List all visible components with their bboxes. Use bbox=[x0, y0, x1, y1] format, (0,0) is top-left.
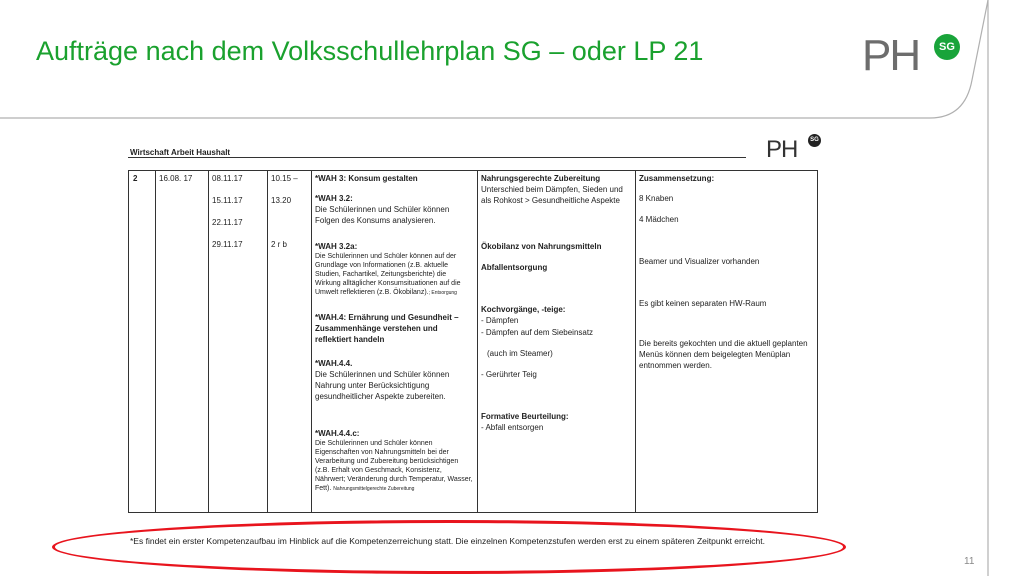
footnote: *Es findet ein erster Kompetenzaufbau im Hinblick auf die Kompetenzerreichung statt. Die einzelnen Kompetenzstufen werden erst zu einem späteren Zeitpunkt erreicht. bbox=[130, 536, 766, 546]
competence-text: Die Schülerinnen und Schüler können Eigenschaften von Nahrungsmitteln bei der Verarbeitung und Zubereitung berücksichtigen (z.B. Erhalt von Geschmack, Konsistenz, Nährwert; Veränderung durch Temperatur, Wasser, Fett). Nahrungsmittelgerechte Zubereitung bbox=[315, 440, 473, 492]
column-divider bbox=[311, 171, 312, 512]
competence-heading: *WAH.4.4. bbox=[315, 359, 353, 368]
competence-heading: *WAH 3.2a: bbox=[315, 242, 358, 251]
content-heading: Nahrungsgerechte Zubereitung bbox=[481, 174, 601, 183]
document-rule bbox=[128, 157, 746, 158]
content-list-item: - Dämpfen bbox=[481, 316, 519, 325]
document-title: Wirtschaft Arbeit Haushalt bbox=[130, 148, 231, 157]
embedded-document bbox=[126, 130, 826, 570]
logo-letters: PH bbox=[862, 31, 920, 80]
slide-title: Aufträge nach dem Volksschullehrplan SG – oder LP 21 bbox=[36, 36, 704, 66]
notes-item: Die bereits gekochten und die aktuell geplanten Menüs können dem beigelegten Menüplan entnommen werden. bbox=[639, 339, 808, 370]
content-text: Unterschied beim Dämpfen, Sieden und als Rohkost > Gesundheitliche Aspekte bbox=[481, 185, 623, 205]
content-list-item: (auch im Steamer) bbox=[487, 349, 553, 358]
lesson-date: 15.11.17 bbox=[212, 196, 243, 205]
row-number: 2 bbox=[133, 174, 138, 183]
document-logo-letters: PH bbox=[766, 136, 798, 163]
notes-item: Es gibt keinen separaten HW-Raum bbox=[639, 299, 767, 308]
content-heading: Kochvorgänge, -teige: bbox=[481, 305, 566, 314]
lesson-time-end: 13.20 bbox=[271, 196, 292, 205]
notes-item: 4 Mädchen bbox=[639, 215, 679, 224]
column-divider bbox=[208, 171, 209, 512]
lesson-time-start: 10.15 – bbox=[271, 174, 298, 183]
logo-badge: SG bbox=[934, 34, 960, 60]
content-heading: Formative Beurteilung: bbox=[481, 412, 569, 421]
competence-text: Die Schülerinnen und Schüler können Folgen des Konsums analysieren. bbox=[315, 205, 450, 225]
ph-sg-logo bbox=[862, 31, 966, 80]
page-number: 11 bbox=[964, 556, 975, 567]
competence-heading: *WAH 3: Konsum gestalten bbox=[315, 174, 418, 183]
content-list-item: - Dämpfen auf dem Siebeinsatz bbox=[481, 328, 594, 337]
column-divider bbox=[635, 171, 636, 512]
competence-heading: *WAH.4.4.c: bbox=[315, 429, 360, 438]
highlight-ellipse bbox=[52, 520, 846, 574]
notes-item: 8 Knaben bbox=[639, 194, 674, 203]
column-divider bbox=[267, 171, 268, 512]
content-heading: Ökobilanz von Nahrungsmitteln bbox=[481, 242, 602, 251]
column-divider bbox=[155, 171, 156, 512]
document-logo-badge: SG bbox=[808, 134, 821, 147]
lesson-plan-table bbox=[128, 170, 818, 513]
competence-heading: *WAH.4: Ernährung und Gesundheit – Zusammenhänge verstehen und reflektiert handeln bbox=[315, 313, 459, 344]
competence-text: Die Schülerinnen und Schüler können Nahrung unter Berücksichtigung gesundheitlicher Aspekte zubereiten. bbox=[315, 370, 450, 401]
lesson-room: 2 r b bbox=[271, 240, 288, 249]
lesson-date: 22.11.17 bbox=[212, 218, 243, 227]
competence-heading: *WAH 3.2: bbox=[315, 194, 353, 203]
notes-item: Beamer und Visualizer vorhanden bbox=[639, 257, 760, 266]
row-date: 16.08. 17 bbox=[159, 174, 193, 183]
content-list-item: - Abfall entsorgen bbox=[481, 423, 544, 432]
column-divider bbox=[477, 171, 478, 512]
content-heading: Abfallentsorgung bbox=[481, 263, 548, 272]
notes-heading: Zusammensetzung: bbox=[639, 174, 715, 183]
lesson-date: 08.11.17 bbox=[212, 174, 243, 183]
content-list-item: - Gerührter Teig bbox=[481, 370, 537, 379]
competence-text: Die Schülerinnen und Schüler können auf der Grundlage von Informationen (z.B. aktuelle Studien, Fachartikel, Zeitungsberichte) die Wirkung alltäglicher Konsumsituationen auf die Umwelt reflektieren (z.B. Ökobilanz).; Entsorgung bbox=[315, 253, 461, 296]
lesson-date: 29.11.17 bbox=[212, 240, 243, 249]
